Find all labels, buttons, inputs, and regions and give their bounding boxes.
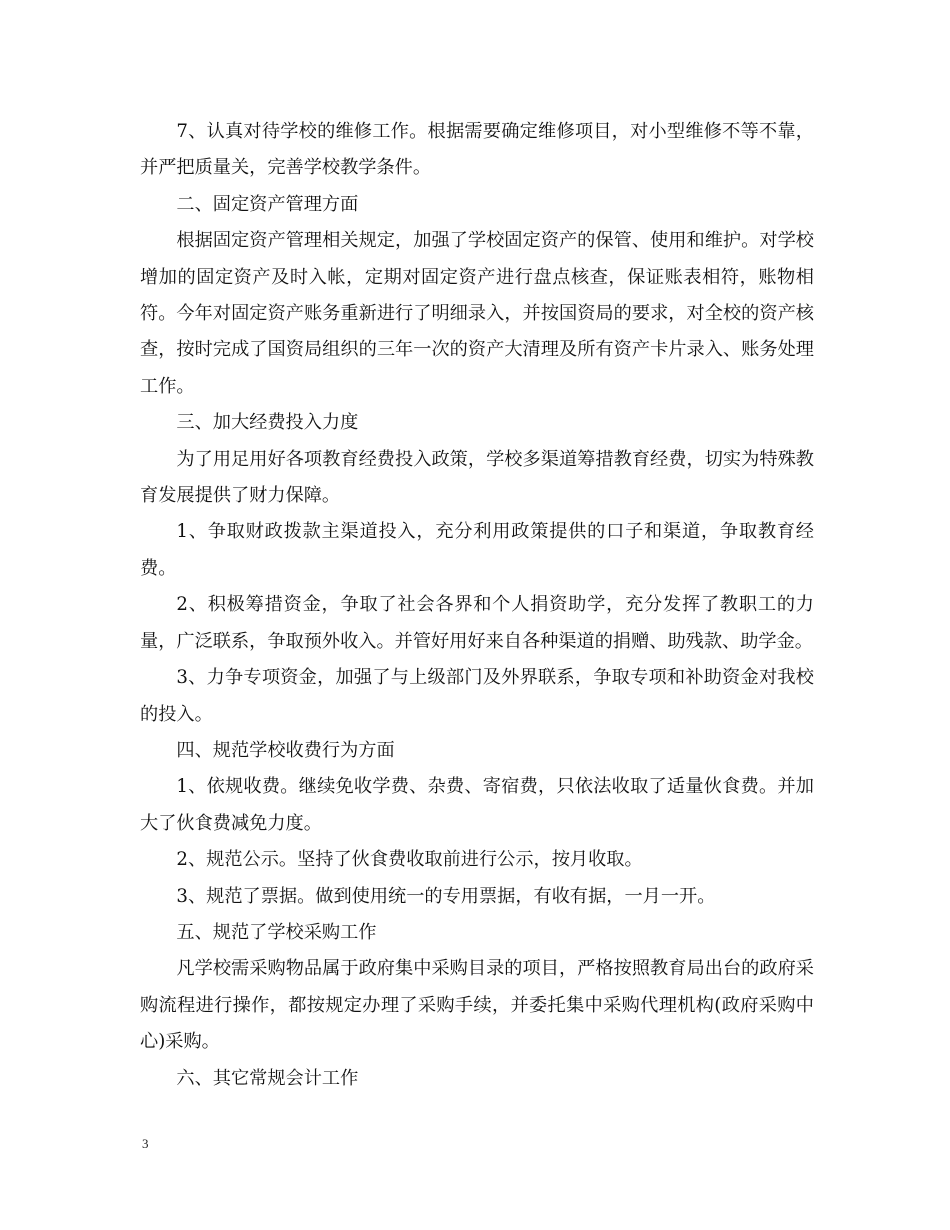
paragraph-fixed-assets: 根据固定资产管理相关规定，加强了学校固定资产的保管、使用和维护。对学校增加的固定资产及时入帐，定期对固定资产进行盘点核查，保证账表相符，账物相符。今年对固定资产账务重新进行了明细录入，并按国资局的要求，对全校的资产核查，按时完成了国资局组织的三年一次的资产大清理及所有资产卡片录入、账务处理工作。 bbox=[140, 230, 814, 397]
paragraph-funding-intro: 为了用足用好各项教育经费投入政策，学校多渠道筹措教育经费，切实为特殊教育发展提供了财力保障。 bbox=[140, 448, 814, 507]
document-body bbox=[140, 114, 814, 1097]
heading-fixed-assets: 二、固定资产管理方面 bbox=[176, 193, 359, 215]
heading-funding-investment: 三、加大经费投入力度 bbox=[176, 412, 359, 434]
paragraph-funding-item-2: 2、积极筹措资金，争取了社会各界和个人捐资助学，充分发挥了教职工的力量，广泛联系，争取预外收入。并管好用好来自各种渠道的捐赠、助残款、助学金。 bbox=[140, 594, 814, 652]
paragraph-funding-item-1: 1、争取财政拨款主渠道投入，充分利用政策提供的口子和渠道，争取教育经费。 bbox=[140, 521, 814, 579]
paragraph-fee-item-2: 2、规范公示。坚持了伙食费收取前进行公示，按月收取。 bbox=[176, 849, 643, 871]
heading-procurement: 五、规范了学校采购工作 bbox=[176, 921, 377, 943]
page-number: 3 bbox=[142, 1136, 149, 1151]
paragraph-procurement: 凡学校需采购物品属于政府集中采购目录的项目，严格按照教育局出台的政府采购流程进行操作，都按规定办理了采购手续，并委托集中采购代理机构(政府采购中心)采购。 bbox=[140, 958, 814, 1053]
paragraph-fee-item-1: 1、依规收费。继续免收学费、杂费、寄宿费，只依法收取了适量伙食费。并加大了伙食费减免力度。 bbox=[140, 776, 814, 834]
paragraph-funding-item-3: 3、力争专项资金，加强了与上级部门及外界联系，争取专项和补助资金对我校的投入。 bbox=[140, 667, 814, 725]
heading-fee-regulation: 四、规范学校收费行为方面 bbox=[176, 739, 395, 761]
paragraph-maintenance: 7、认真对待学校的维修工作。根据需要确定维修项目，对小型维修不等不靠，并严把质量关，完善学校教学条件。 bbox=[140, 121, 814, 179]
paragraph-fee-item-3: 3、规范了票据。做到使用统一的专用票据，有收有据，一月一开。 bbox=[176, 885, 716, 907]
heading-other-accounting: 六、其它常规会计工作 bbox=[176, 1067, 359, 1089]
